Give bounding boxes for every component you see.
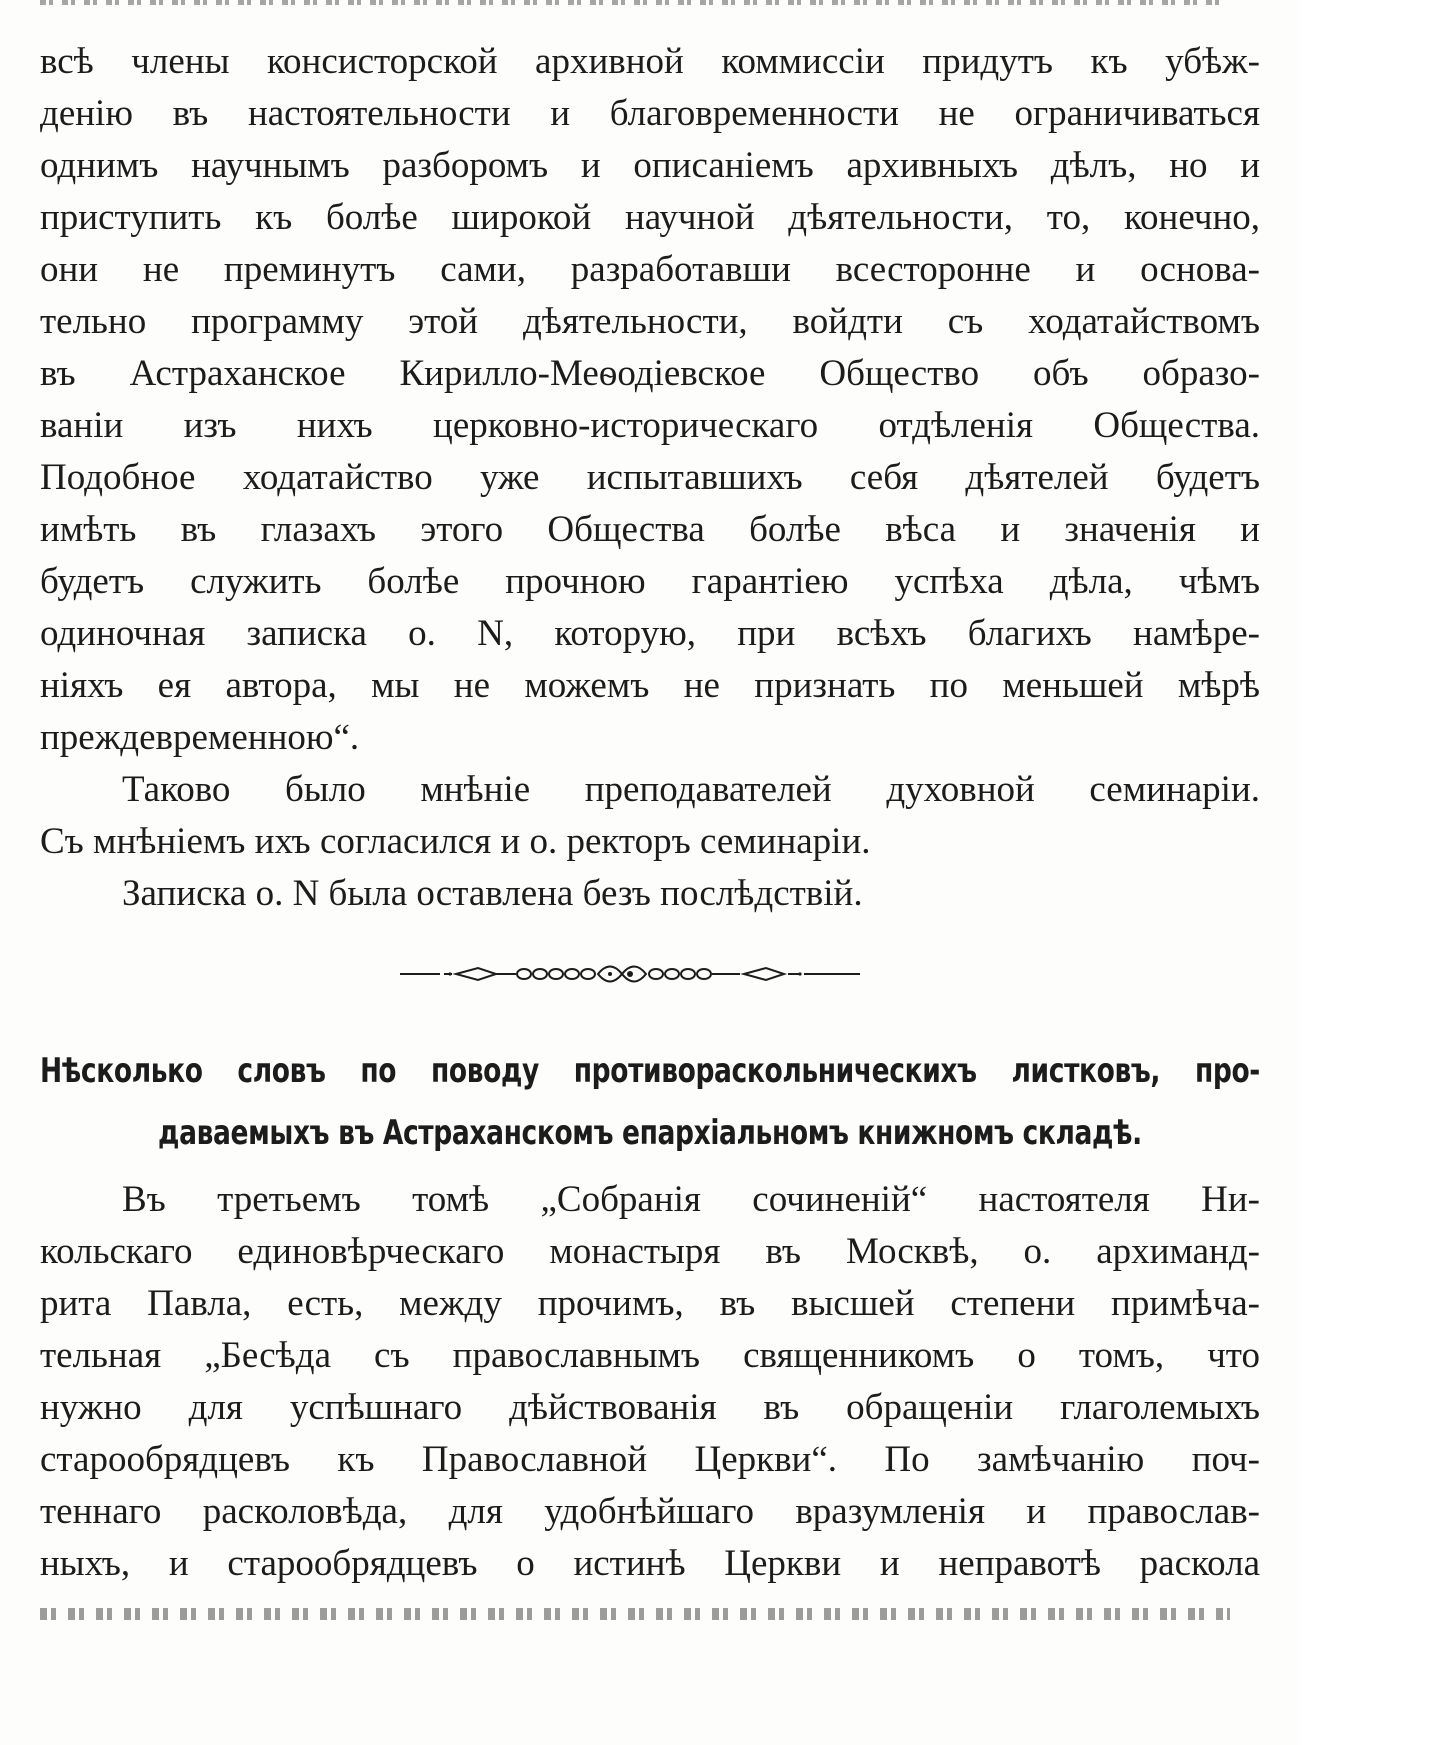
text-line: нужно для успѣшнаго дѣйствованія въ обращеніи глаголемыхъ	[40, 1387, 1260, 1428]
article-heading	[40, 1040, 1260, 1164]
text-line: однимъ научнымъ разборомъ и описаніемъ архивныхъ дѣлъ, но и	[40, 145, 1260, 186]
text-line: будетъ служить болѣе прочною гарантіею успѣха дѣла, чѣмъ	[40, 561, 1260, 602]
text-line: Въ третьемъ томѣ „Собранія сочиненій“ настоятеля Ни-	[122, 1179, 1260, 1220]
text-line: рита Павла, есть, между прочимъ, въ высшей степени примѣча-	[40, 1283, 1260, 1324]
continued-paragraph	[40, 36, 1260, 764]
text-line: ныхъ, и старообрядцевъ о истинѣ Церкви и неправотѣ раскола	[40, 1543, 1260, 1584]
text-line: тельно программу этой дѣятельности, войдти съ ходатайствомъ	[40, 301, 1260, 342]
text-line: теннаго расколовѣда, для удобнѣйшаго вразумленія и православ-	[40, 1491, 1260, 1532]
text-line: старообрядцевъ къ Православной Церкви“. По замѣчанію поч-	[40, 1439, 1260, 1480]
clipped-top-line	[40, 0, 1260, 12]
article-paragraph	[40, 1174, 1260, 1590]
text-line: приступить къ болѣе широкой научной дѣятельности, то, конечно,	[40, 197, 1260, 238]
text-line: они не преминутъ сами, разработавши всесторонне и основа-	[40, 249, 1260, 290]
text-line: всѣ члены консисторской архивной коммиссіи придутъ къ убѣж-	[40, 41, 1260, 82]
text-line: въ Астраханское Кирилло-Меѳодіевское Общество объ образо-	[40, 353, 1260, 394]
heading-line: Нѣсколько словъ по поводу противораскольническихъ листковъ, про-	[40, 1051, 1260, 1091]
text-line: Съ мнѣніемъ ихъ согласился и о. ректоръ семинаріи.	[40, 821, 871, 862]
text-column	[40, 0, 1260, 1620]
text-line: имѣть въ глазахъ этого Общества болѣе вѣса и значенія и	[40, 509, 1260, 550]
text-line: Подобное ходатайство уже испытавшихъ себя дѣятелей будетъ	[40, 457, 1260, 498]
text-line: тельная „Бесѣда съ православнымъ священникомъ о томъ, что	[40, 1335, 1260, 1376]
text-line: одиночная записка о. N, которую, при всѣхъ благихъ намѣре-	[40, 613, 1260, 654]
text-line: кольскаго единовѣрческаго монастыря въ Москвѣ, о. архиманд-	[40, 1231, 1260, 1272]
text-line: преждевременною“.	[40, 717, 360, 758]
text-line: денію въ настоятельности и благовременности не ограничиваться	[40, 93, 1260, 134]
clipped-bottom-line	[40, 1590, 1260, 1620]
heading-line: даваемыхъ въ Астраханскомъ епархіальномъ книжномъ складѣ.	[158, 1113, 1142, 1153]
text-line: Записка о. N была оставлена безъ послѣдствій.	[122, 873, 863, 914]
fleuron-rule-icon	[40, 920, 1260, 1036]
text-line: Таково было мнѣніе преподавателей духовной семинаріи.	[122, 769, 1260, 810]
paragraph-result	[40, 868, 1260, 920]
text-line: ніяхъ ея автора, мы не можемъ не признать по меньшей мѣрѣ	[40, 665, 1260, 706]
ornament-svg	[400, 962, 860, 986]
text-line: ваніи изъ нихъ церковно-историческаго отдѣленія Общества.	[40, 405, 1260, 446]
paragraph-opinion	[40, 764, 1260, 868]
